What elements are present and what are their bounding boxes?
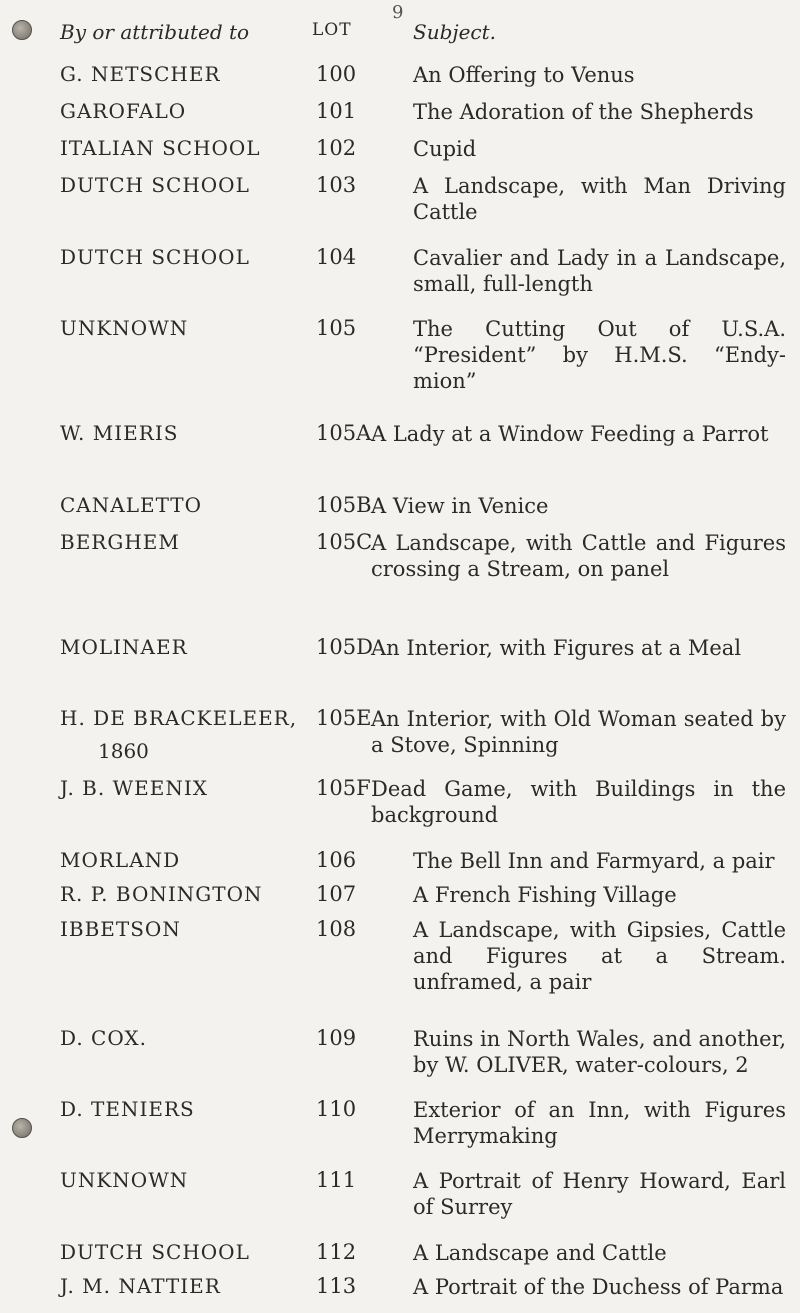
lot-number: 110 xyxy=(316,1097,357,1121)
lot-number: 113 xyxy=(316,1274,357,1298)
artist-entry: UNKNOWN xyxy=(60,316,189,340)
lot-number: 105C xyxy=(316,530,373,554)
artist-entry: D. TENIERS xyxy=(60,1097,195,1121)
artist-entry: J. M. NATTIER xyxy=(60,1274,221,1298)
artist-entry: MOLINAER xyxy=(60,635,188,659)
lot-subject: A Lady at a Window Feeding a Parrot xyxy=(371,422,769,446)
lot-subject: Cavalier and Lady in a Landscape, small, full-length xyxy=(413,246,786,296)
artist-entry: R. P. BONINGTON xyxy=(60,882,263,906)
lot-subject: The Adoration of the Shepherds xyxy=(413,100,754,124)
lot-subject: A Portrait of Henry Howard, Earl of Surrey xyxy=(413,1169,786,1219)
artist-entry: IBBETSON xyxy=(60,917,181,941)
lot-subject: A Portrait of the Duchess of Parma xyxy=(413,1275,784,1299)
artist-date: 1860 xyxy=(98,739,149,763)
lot-number: 103 xyxy=(316,173,357,197)
artist-entry: GAROFALO xyxy=(60,99,187,123)
lot-subject: A Landscape, with Man Driving Cattle xyxy=(413,174,786,224)
subject-column-heading: Subject. xyxy=(413,20,497,44)
lot-number: 108 xyxy=(316,917,357,941)
lot-subject: Exterior of an Inn, with Figures Merrymaking xyxy=(413,1098,786,1148)
lot-number: 105 xyxy=(316,316,357,340)
artist-entry: CANALETTO xyxy=(60,493,203,517)
lot-subject: The Cutting Out of U.S.A. “President” by H.M.S. “Endy-mion” xyxy=(413,317,786,393)
artist-entry: DUTCH SCHOOL xyxy=(60,245,250,269)
artist-entry: DUTCH SCHOOL xyxy=(60,1240,250,1264)
artist-entry: H. DE BRACKELEER, xyxy=(60,706,298,730)
artist-entry: W. MIERIS xyxy=(60,421,179,445)
lot-number: 101 xyxy=(316,99,357,123)
lot-subject: Cupid xyxy=(413,137,477,161)
lot-subject: A French Fishing Village xyxy=(413,883,677,907)
lot-subject: A Landscape, with Cattle and Figures crossing a Stream, on panel xyxy=(371,531,786,581)
lot-subject: A Landscape, with Gipsies, Cattle and Figures at a Stream. unframed, a pair xyxy=(413,918,786,994)
lot-subject: A Landscape and Cattle xyxy=(413,1241,667,1265)
lot-subject: Ruins in North Wales, and another, by W. OLIVER, water-colours, 2 xyxy=(413,1027,786,1077)
lot-subject: The Bell Inn and Farmyard, a pair xyxy=(413,849,775,873)
page-number: 9 xyxy=(392,2,404,23)
lot-number: 104 xyxy=(316,245,357,269)
lot-number: 106 xyxy=(316,848,357,872)
lot-number: 105E xyxy=(316,706,372,730)
lot-subject: Dead Game, with Buildings in the background xyxy=(371,777,786,827)
artist-entry: ITALIAN SCHOOL xyxy=(60,136,261,160)
lot-number: 105A xyxy=(316,421,372,445)
artist-entry: MORLAND xyxy=(60,848,181,872)
artist-column-heading: By or attributed to xyxy=(60,20,250,44)
artist-entry: UNKNOWN xyxy=(60,1168,189,1192)
lot-subject: A View in Venice xyxy=(371,494,549,518)
artist-entry: BERGHEM xyxy=(60,530,180,554)
artist-entry: DUTCH SCHOOL xyxy=(60,173,250,197)
lot-column-heading: LOT xyxy=(312,20,352,40)
lot-number: 100 xyxy=(316,62,357,86)
artist-entry: G. NETSCHER xyxy=(60,62,221,86)
lot-subject: An Interior, with Figures at a Meal xyxy=(371,636,742,660)
lot-number: 111 xyxy=(316,1168,357,1192)
lot-number: 105D xyxy=(316,635,373,659)
lot-number: 105F xyxy=(316,776,371,800)
lot-number: 107 xyxy=(316,882,357,906)
lot-number: 112 xyxy=(316,1240,357,1264)
lot-number: 105B xyxy=(316,493,372,517)
artist-entry: J. B. WEENIX xyxy=(60,776,208,800)
artist-entry: D. COX. xyxy=(60,1026,147,1050)
lot-number: 109 xyxy=(316,1026,357,1050)
binding-hole-bottom xyxy=(12,1118,32,1138)
lot-subject: An Interior, with Old Woman seated by a Stove, Spinning xyxy=(371,707,786,757)
binding-hole-top xyxy=(12,20,32,40)
lot-number: 102 xyxy=(316,136,357,160)
lot-subject: An Offering to Venus xyxy=(413,63,635,87)
